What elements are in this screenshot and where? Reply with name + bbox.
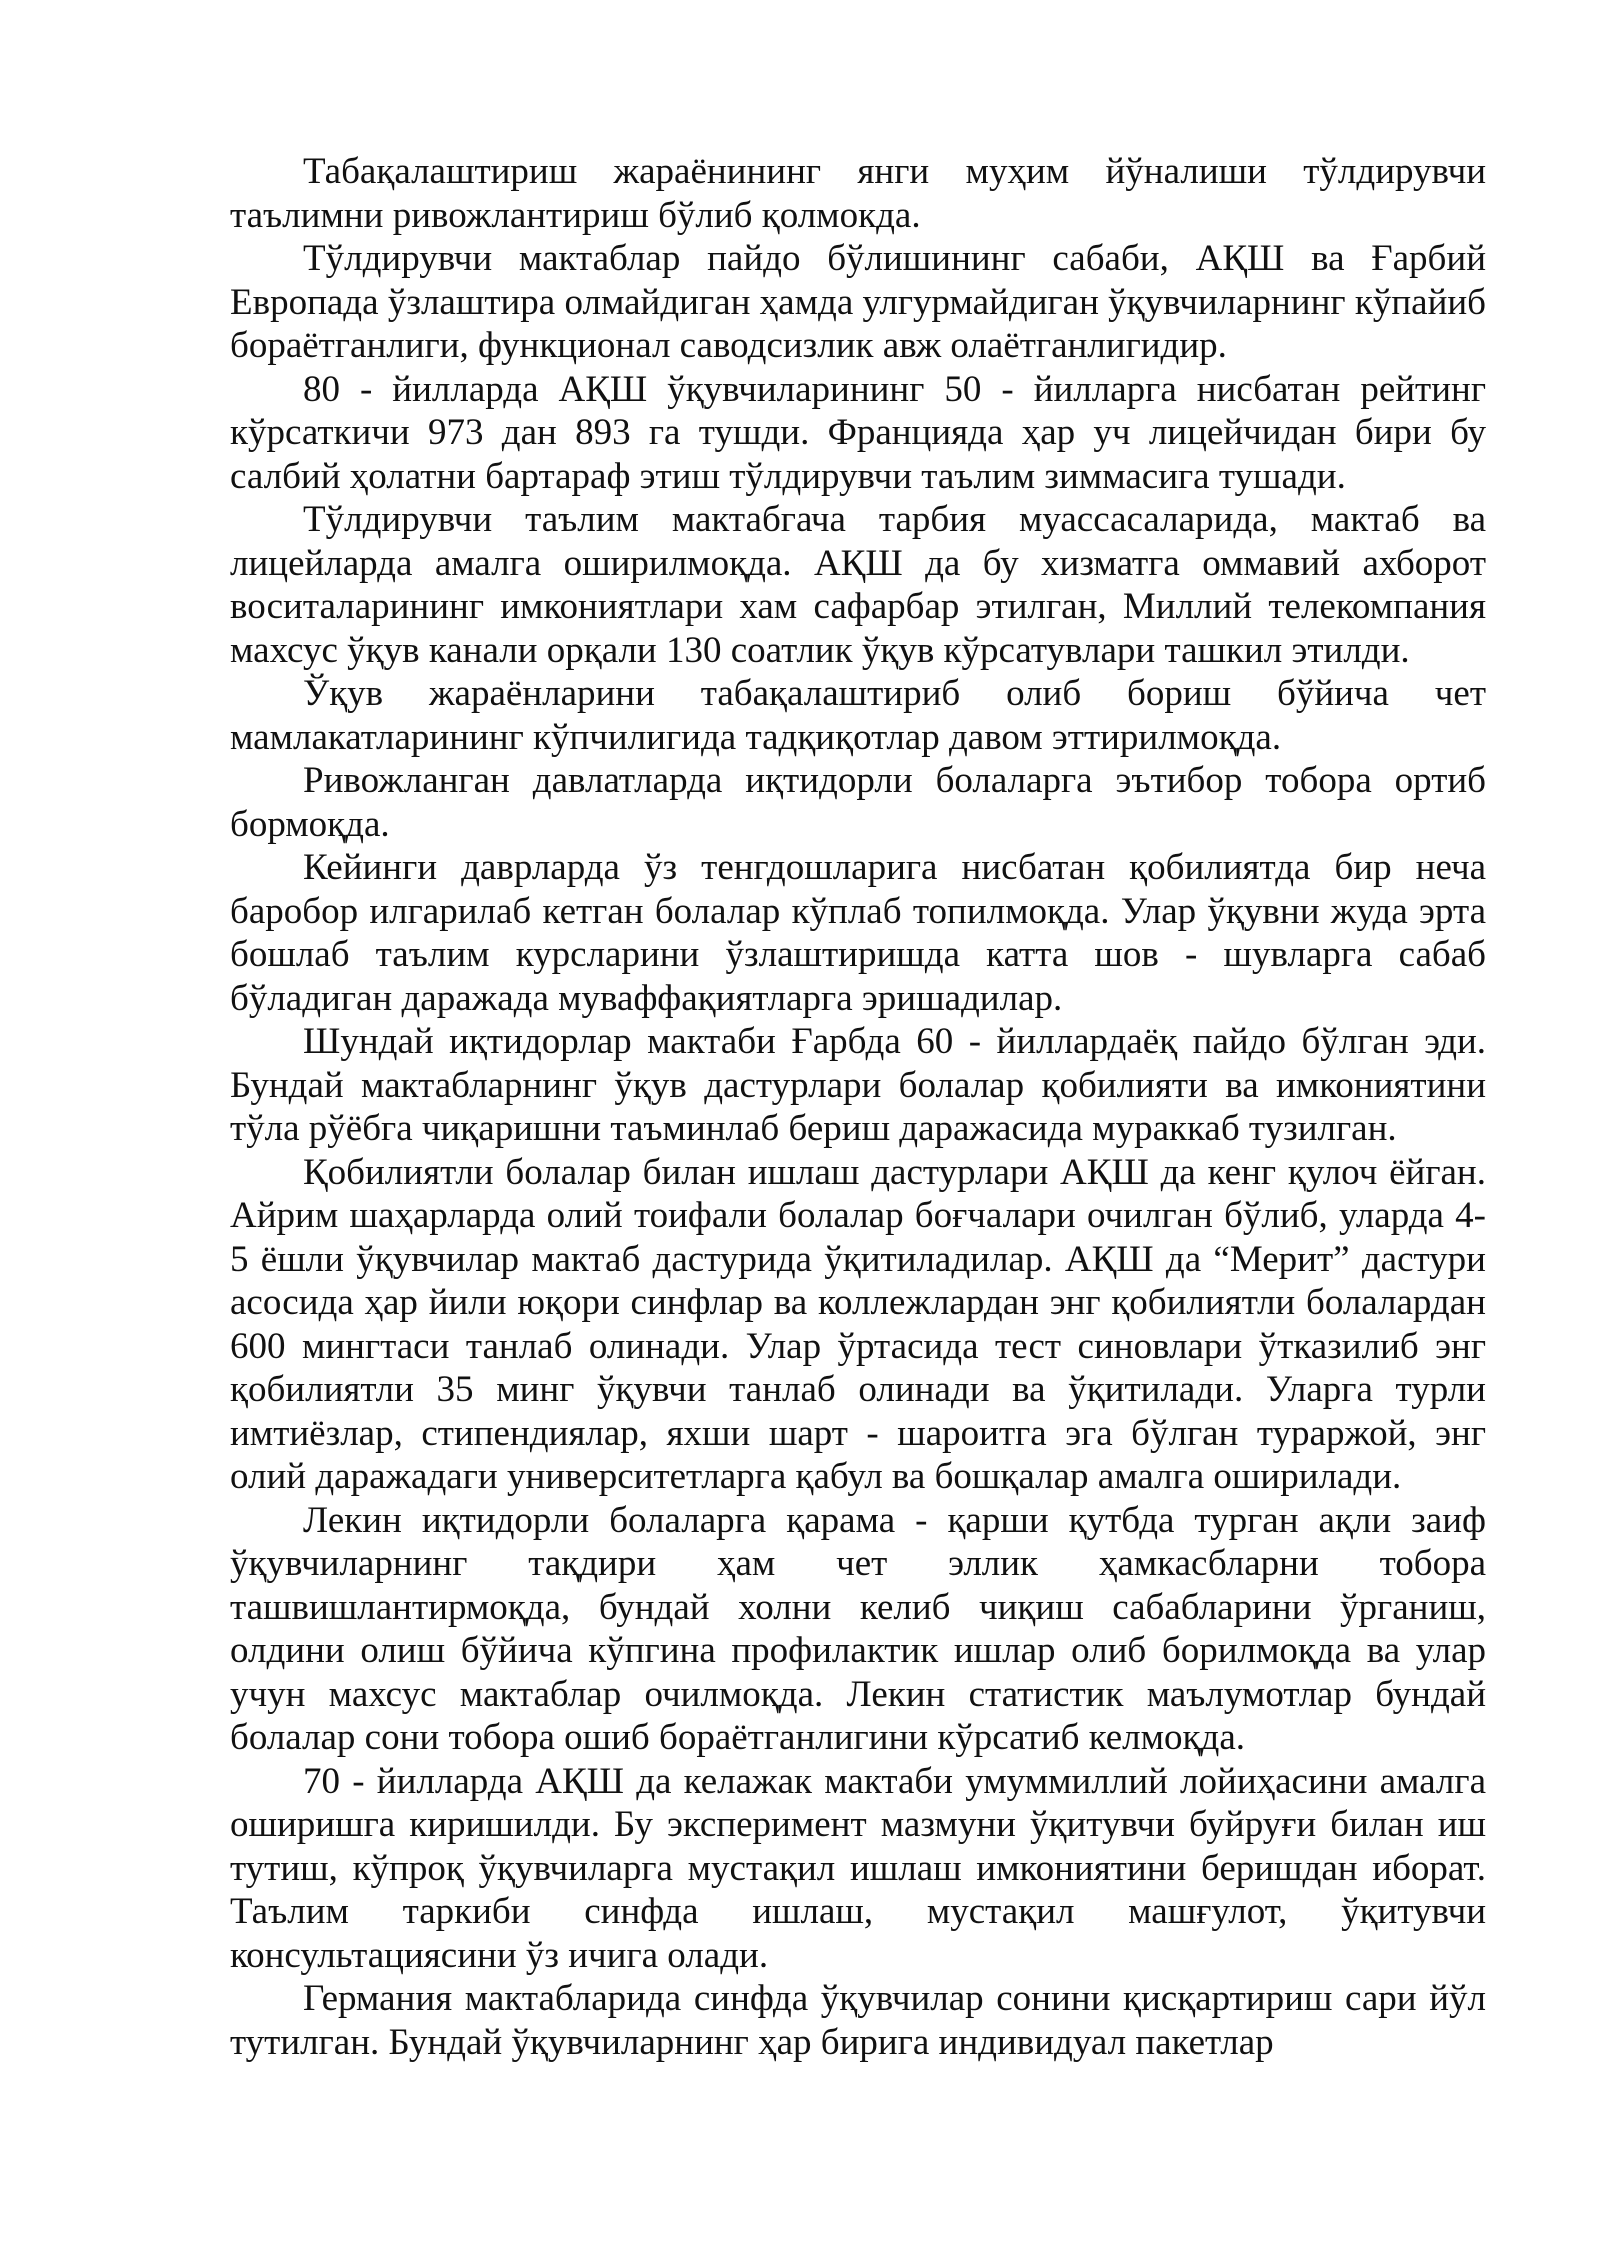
paragraph-4: Тўлдирувчи таълим мактабгача тарбия муассасаларида, мактаб ва лицейларда амалга оширилмоқда. АҚШ да бу хизматга оммавий ахборот воситаларининг имкониятлари хам сафарбар этилган, Миллий телекомпания махсус ўқув канали орқали 130 соатлик ўқув кўрсатувлари ташкил этилди.: [230, 499, 1486, 671]
paragraph-12: Германия мактабларида синфда ўқувчилар сонини қисқартириш сари йўл тутилган. Бундай ўқувчиларнинг ҳар бирига индивидуал пакетлар: [230, 1978, 1486, 2063]
paragraph-5: Ўқув жараёнларини табақалаштириб олиб бориш бўйича чет мамлакатларининг кўпчилигида тадқиқотлар давом эттирилмоқда.: [230, 673, 1486, 758]
paragraph-3: 80 - йилларда АҚШ ўқувчиларининг 50 - йилларга нисбатан рейтинг кўрсаткичи 973 дан 893 га тушди. Францияда ҳар уч лицейчидан бири бу салбий ҳолатни бартараф этиш тўлдирувчи таълим зиммасига тушади.: [230, 368, 1486, 497]
paragraph-9: Қобилиятли болалар билан ишлаш дастурлари АҚШ да кенг қулоч ёйган. Айрим шаҳарларда олий тоифали болалар боғчалари очилган бўлиб, уларда 4-5 ёшли ўқувчилар мактаб дастурида ўқитиладилар. АҚШ да “Мерит” дастури асосида ҳар йили юқори синфлар ва коллежлардан энг қобилиятли болалардан 600 мингтаси танлаб олинади. Улар ўртасида тест синовлари ўтказилиб энг қобилиятли 35 минг ўқувчи танлаб олинади ва ўқитилади. Уларга турли имтиёзлар, стипендиялар, яхши шарт - шароитга эга бўлган тураржой, энг олий даражадаги университетларга қабул ва бошқалар амалга оширилади.: [230, 1151, 1486, 1497]
paragraph-6: Ривожланган давлатларда иқтидорли болаларга эътибор тобора ортиб бормоқда.: [230, 760, 1486, 845]
paragraph-7: Кейинги даврларда ўз тенгдошларига нисбатан қобилиятда бир неча баробор илгарилаб кетган болалар кўплаб топилмоқда. Улар ўқувни жуда эрта бошлаб таълим курсларини ўзлаштиришда катта шов - шувларга сабаб бўладиган даражада муваффақиятларга эришадилар.: [230, 847, 1486, 1019]
paragraph-1: Табақалаштириш жараёнининг янги муҳим йўналиши тўлдирувчи таълимни ривожлантириш бўлиб қолмокда.: [230, 151, 1486, 236]
paragraph-2: Тўлдирувчи мактаблар пайдо бўлишининг сабаби, АҚШ ва Ғарбий Европада ўзлаштира олмайдиган ҳамда улгурмайдиган ўқувчиларнинг кўпайиб бораётганлиги, функционал саводсизлик авж олаётганлигидир.: [230, 238, 1486, 366]
paragraph-8: Шундай иқтидорлар мактаби Ғарбда 60 - йиллардаёқ пайдо бўлган эди. Бундай мактабларнинг ўқув дастурлари болалар қобилияти ва имкониятини тўла рўёбга чиқаришни таъминлаб бериш даражасида мураккаб тузилган.: [230, 1021, 1486, 1149]
paragraph-11: 70 - йилларда АҚШ да келажак мактаби умуммиллий лойиҳасини амалга оширишга киришилди. Бу эксперимент мазмуни ўқитувчи буйруғи билан иш тутиш, кўпроқ ўқувчиларга мустақил ишлаш имкониятини беришдан иборат. Таълим таркиби синфда ишлаш, мустақил машғулот, ўқитувчи консультациясини ўз ичига олади.: [230, 1760, 1486, 1976]
paragraph-10: Лекин иқтидорли болаларга қарама - қарши қутбда турган ақли заиф ўқувчиларнинг тақдири ҳам чет эллик ҳамкасбларни тобора ташвишлантирмоқда, бундай холни келиб чиқиш сабабларини ўрганиш, олдини олиш бўйича кўпгина профилактик ишлар олиб борилмоқда ва улар учун махсус мактаблар очилмоқда. Лекин статистик маълумотлар бундай болалар сони тобора ошиб бораётганлигини кўрсатиб келмоқда.: [230, 1499, 1486, 1758]
document-page: [230, 150, 1486, 2064]
